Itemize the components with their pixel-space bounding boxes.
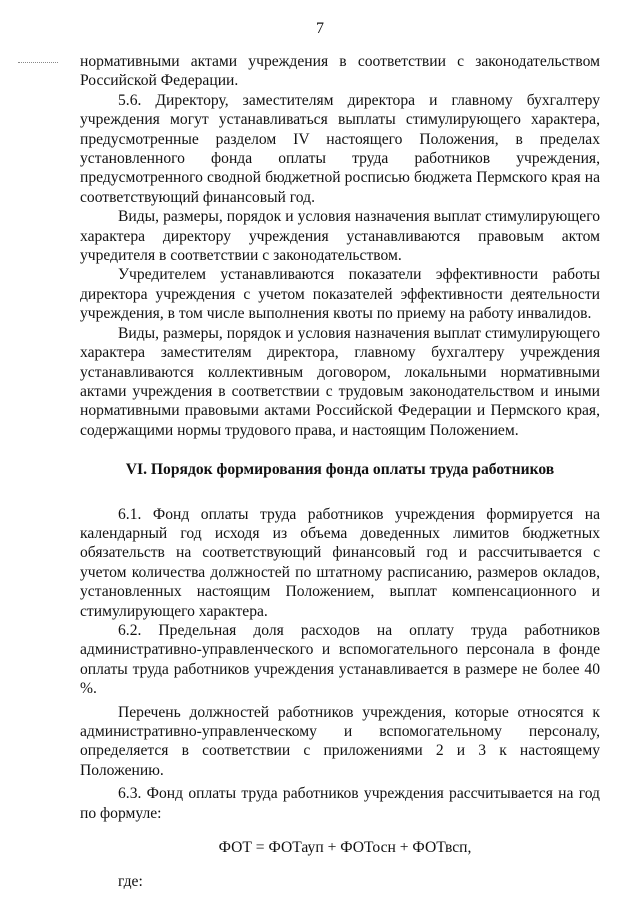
formula: ФОТ = ФОТауп + ФОТосн + ФОТвсп, bbox=[218, 839, 472, 857]
scan-artifact-mark bbox=[18, 62, 58, 67]
paragraph-continuation: нормативными актами учреждения в соответствии с законодательством Российской Федерации. bbox=[80, 53, 600, 90]
paragraph-deputies-payments: Виды, размеры, порядок и условия назначения выплат стимулирующего характера заместителям директора, главному бухгалтеру учреждения устанавливаются коллективным договором, локальными нормативными актами учреждения в соответствии с трудовым законодательством и иными нормативными правовыми актами Российской Федерации и Пермского края, содержащими нормы трудового права, и настоящим Положением. bbox=[80, 324, 600, 439]
paragraph-efficiency-indicators: Учредителем устанавливаются показатели эффективности работы директора учреждения с учетом показателей эффективности деятельности учреждения, в том числе выполнения квоты по приему на работу инвалидов. bbox=[80, 266, 600, 323]
paragraph-5-6: 5.6. Директору, заместителям директора и главному бухгалтеру учреждения могут устанавливаться выплаты стимулирующего характера, предусмотренные разделом IV настоящего Положения, в пределах установленного фонда оплаты труда работников учреждения, предусмотренного сводной бюджетной росписью бюджета Пермского края на соответствующий финансовый год. bbox=[80, 91, 600, 206]
paragraph-6-1: 6.1. Фонд оплаты труда работников учреждения формируется на календарный год исходя из объема доведенных лимитов бюджетных обязательств на соответствующий финансовый год и рассчитывается с учетом количества должностей по штатному расписанию, размеров окладов, установленных настоящим Положением, выплат компенсационного и стимулирующего характера. bbox=[80, 505, 600, 620]
paragraph-6-2: 6.2. Предельная доля расходов на оплату труда работников административно-управленческого и вспомогательного персонала в фонде оплаты труда работников учреждения устанавливается в размере не более 40 %. bbox=[80, 621, 600, 698]
paragraph-6-3: 6.3. Фонд оплаты труда работников учреждения рассчитывается на год по формуле: bbox=[80, 785, 600, 822]
paragraph-staff-list: Перечень должностей работников учреждения, которые относятся к административно-управленческому и вспомогательному персоналу, определяется в соответствии с приложениями 2 и 3 к настоящему Положению. bbox=[80, 703, 600, 779]
page-number: 7 bbox=[316, 20, 324, 37]
where-label: где: bbox=[118, 873, 143, 891]
document-body bbox=[80, 52, 600, 892]
paragraph-director-payments: Виды, размеры, порядок и условия назначения выплат стимулирующего характера директору учреждения устанавливаются правовым актом учредителя в соответствии с законодательством. bbox=[80, 208, 600, 265]
section-heading: VI. Порядок формирования фонда оплаты труда работников bbox=[125, 461, 555, 479]
